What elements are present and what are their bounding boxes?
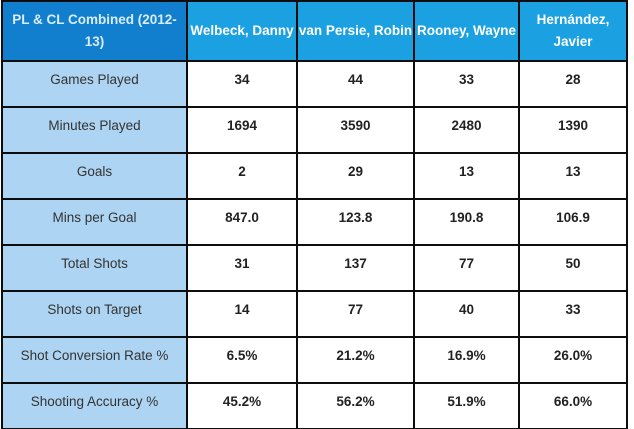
stat-value-cell: 26.0% <box>519 337 627 383</box>
table-row <box>2 337 627 383</box>
row-label: Goals <box>2 153 187 199</box>
stat-value-cell: 2480 <box>414 107 519 153</box>
stat-value-cell: 40 <box>414 291 519 337</box>
stat-value-cell: 31 <box>187 245 297 291</box>
stat-value-cell: 14 <box>187 291 297 337</box>
stat-value-cell: 13 <box>519 153 627 199</box>
stat-value-cell: 13 <box>414 153 519 199</box>
stat-value-cell: 3590 <box>297 107 414 153</box>
header-row <box>2 1 627 61</box>
row-label: Shooting Accuracy % <box>2 383 187 429</box>
stat-value-cell: 34 <box>187 61 297 107</box>
table-row <box>2 245 627 291</box>
stat-value-cell: 33 <box>414 61 519 107</box>
row-label: Shots on Target <box>2 291 187 337</box>
stat-value-cell: 44 <box>297 61 414 107</box>
stat-value-cell: 2 <box>187 153 297 199</box>
stat-value-cell: 66.0% <box>519 383 627 429</box>
column-header-player: Hernández, Javier <box>519 1 627 61</box>
column-header-player: van Persie, Robin <box>297 1 414 61</box>
stat-value-cell: 21.2% <box>297 337 414 383</box>
stat-value-cell: 1390 <box>519 107 627 153</box>
stat-value-cell: 190.8 <box>414 199 519 245</box>
stat-value-cell: 33 <box>519 291 627 337</box>
stat-value-cell: 28 <box>519 61 627 107</box>
table-title-cell: PL & CL Combined (2012-13) <box>2 1 187 61</box>
stat-value-cell: 51.9% <box>414 383 519 429</box>
stat-value-cell: 29 <box>297 153 414 199</box>
table-row <box>2 383 627 429</box>
player-stats-table <box>1 0 628 429</box>
stat-value-cell: 50 <box>519 245 627 291</box>
stats-table-body <box>2 61 627 429</box>
column-header-player: Welbeck, Danny <box>187 1 297 61</box>
row-label: Minutes Played <box>2 107 187 153</box>
table-row <box>2 153 627 199</box>
stat-value-cell: 56.2% <box>297 383 414 429</box>
stat-value-cell: 847.0 <box>187 199 297 245</box>
stat-value-cell: 106.9 <box>519 199 627 245</box>
row-label: Mins per Goal <box>2 199 187 245</box>
table-row <box>2 199 627 245</box>
stat-value-cell: 1694 <box>187 107 297 153</box>
row-label: Total Shots <box>2 245 187 291</box>
table-row <box>2 107 627 153</box>
table-row <box>2 291 627 337</box>
column-header-player: Rooney, Wayne <box>414 1 519 61</box>
row-label: Games Played <box>2 61 187 107</box>
row-label: Shot Conversion Rate % <box>2 337 187 383</box>
stat-value-cell: 137 <box>297 245 414 291</box>
stat-value-cell: 6.5% <box>187 337 297 383</box>
stat-value-cell: 77 <box>414 245 519 291</box>
stat-value-cell: 45.2% <box>187 383 297 429</box>
stat-value-cell: 77 <box>297 291 414 337</box>
stat-value-cell: 123.8 <box>297 199 414 245</box>
stat-value-cell: 16.9% <box>414 337 519 383</box>
table-row <box>2 61 627 107</box>
